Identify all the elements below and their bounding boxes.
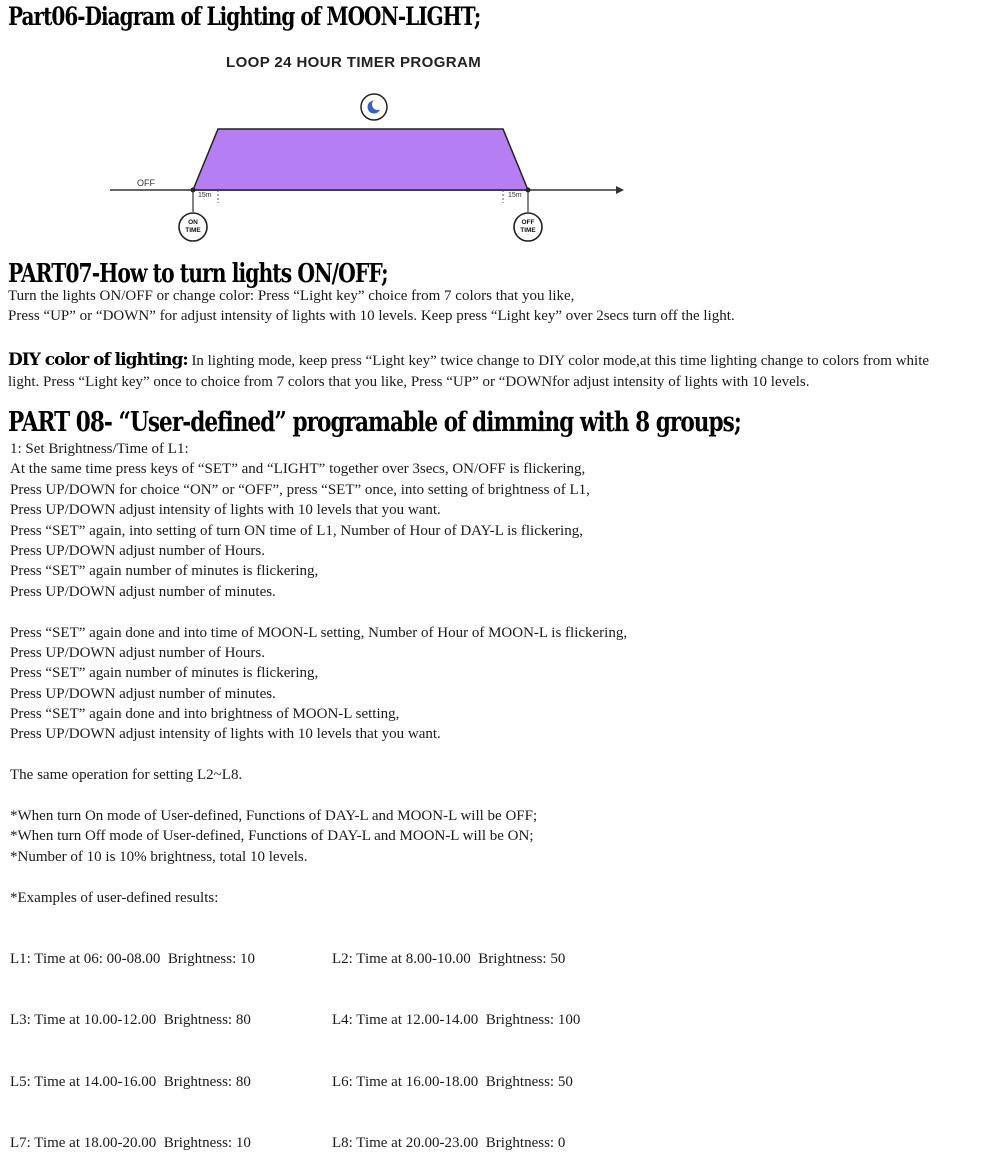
example-item: L1: Time at 06: 00-08.00 Brightness: 10	[10, 951, 256, 967]
same-operation-note: The same operation for setting L2~L8.	[10, 767, 243, 784]
step-line: Press “SET” again done and into brightness of MOON-L setting,	[10, 706, 400, 723]
ramp-left-label: 15m	[198, 192, 212, 199]
on-time-label: ON TIME	[185, 219, 201, 234]
step-line: Press “SET” again number of minutes is flickering,	[10, 665, 319, 682]
step-line: Press UP/DOWN adjust number of minutes.	[10, 685, 276, 702]
example-item: L4: Time at 12.00-14.00 Brightness: 100	[332, 1012, 581, 1029]
timer-diagram	[0, 85, 700, 245]
diy-text: In lighting mode, keep press “Light key” twice change to DIY color mode,at this time lighting change to colors from white	[187, 353, 930, 369]
step-line: Press “SET” again done and into time of MOON-L setting, Number of Hour of MOON-L is flickering,	[10, 624, 628, 641]
note-line: *Number of 10 is 10% brightness, total 10 levels.	[10, 848, 308, 865]
step-line: Press UP/DOWN adjust number of Hours.	[10, 644, 265, 661]
diagram-title: LOOP 24 HOUR TIMER PROGRAM	[226, 54, 482, 71]
examples-right-column	[332, 908, 580, 1174]
examples-left-column	[10, 908, 255, 1174]
moon-light-profile	[193, 129, 528, 190]
example-item: L8: Time at 20.00-23.00 Brightness: 0	[332, 1135, 566, 1152]
part08-body	[10, 439, 627, 908]
note-line: *When turn On mode of User-defined, Functions of DAY-L and MOON-L will be OFF;	[10, 808, 538, 825]
part07-line2: Press “UP” or “DOWN” for adjust intensity of lights with 10 levels. Keep press “Light key” over 2secs turn off the light.	[8, 308, 735, 324]
example-item: L5: Time at 14.00-16.00 Brightness: 80	[10, 1073, 251, 1090]
part08-heading: PART 08- “User-defined” programable of dimming with 8 groups;	[8, 407, 741, 438]
examples-title: *Examples of user-defined results:	[10, 889, 219, 906]
step-line: Press UP/DOWN adjust intensity of lights with 10 levels that you want.	[10, 726, 441, 743]
example-item: L6: Time at 16.00-18.00 Brightness: 50	[332, 1073, 573, 1090]
part06-heading: Part06-Diagram of Lighting of MOON-LIGHT;	[8, 2, 481, 31]
example-item: L7: Time at 18.00-20.00 Brightness: 10	[10, 1135, 251, 1152]
example-item: L3: Time at 10.00-12.00 Brightness: 80	[10, 1012, 251, 1029]
step-line: At the same time press keys of “SET” and “LIGHT” together over 3secs, ON/OFF is flickering,	[10, 461, 586, 478]
step-line: Press UP/DOWN adjust number of Hours.	[10, 542, 265, 559]
moon-icon	[361, 94, 387, 120]
ramp-right-label: 15m	[508, 192, 522, 199]
off-time-label: OFF TIME	[520, 219, 536, 234]
step-line: Press UP/DOWN adjust number of minutes.	[10, 583, 276, 600]
step-line: Press UP/DOWN for choice “ON” or “OFF”, press “SET” once, into setting of brightness of L1,	[10, 481, 590, 498]
timeline-arrow	[616, 186, 624, 194]
note-line: *When turn Off mode of User-defined, Functions of DAY-L and MOON-L will be ON;	[10, 828, 534, 845]
step-line: Press “SET” again, into setting of turn ON time of L1, Number of Hour of DAY-L is flickering,	[10, 522, 583, 539]
step-line: Press “SET” again number of minutes is flickering,	[10, 563, 319, 580]
step-line: 1: Set Brightness/Time of L1:	[10, 441, 189, 457]
off-label: OFF	[137, 178, 155, 188]
example-item: L2: Time at 8.00-10.00 Brightness: 50	[332, 951, 566, 967]
diy-heading: DIY color of lighting:	[8, 350, 188, 370]
step-line: Press UP/DOWN adjust intensity of lights with 10 levels that you want.	[10, 502, 441, 519]
part07-line1: Turn the lights ON/OFF or change color: Press “Light key” choice from 7 colors that you like,	[8, 288, 575, 304]
diy-line1	[8, 350, 929, 372]
diy-line2: light. Press “Light key” once to choice from 7 colors that you like, Press “UP” or “DOWNfor adjust intensity of lights with 10 levels.	[8, 374, 810, 390]
part07-heading: PART07-How to turn lights ON/OFF;	[8, 259, 388, 289]
